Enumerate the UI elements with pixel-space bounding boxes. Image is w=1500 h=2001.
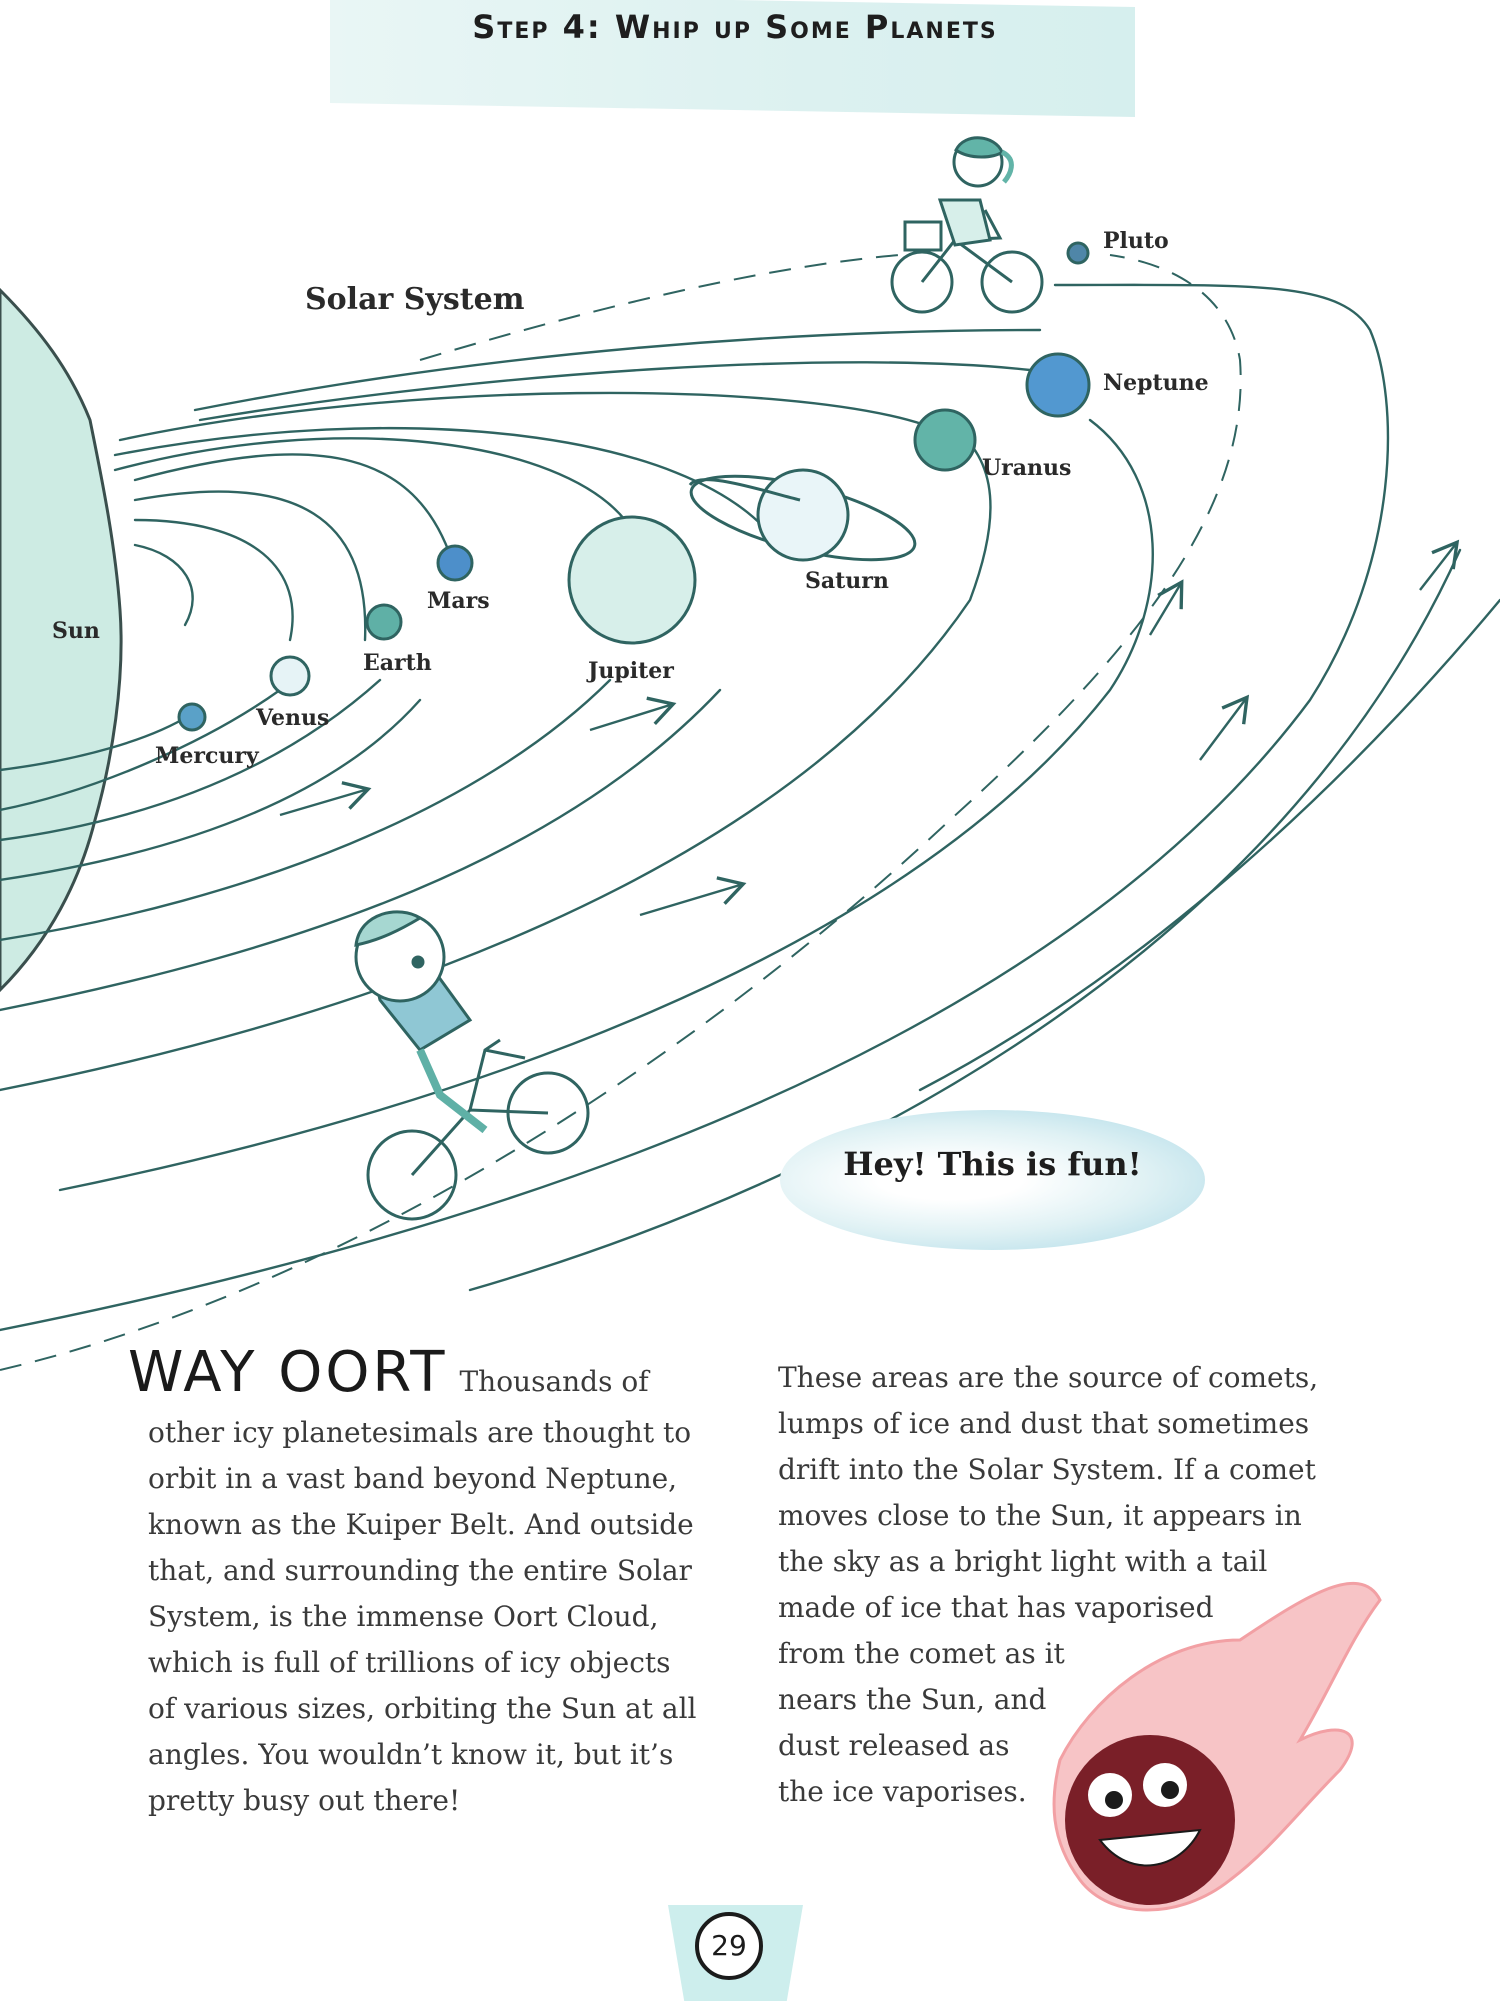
jupiter <box>569 517 695 643</box>
label-jupiter: Jupiter <box>588 658 674 684</box>
label-sun: Sun <box>52 618 100 644</box>
diagram-title: Solar System <box>305 282 525 317</box>
orbit-venus-back <box>135 520 293 640</box>
cyclist-girl-icon <box>892 138 1042 312</box>
orbit-arrow-icon <box>640 885 740 915</box>
page-number: 29 <box>695 1912 763 1980</box>
cyclist-boy-icon <box>356 912 588 1219</box>
speech-bubble-text: Hey! This is fun! <box>843 1145 1142 1183</box>
label-uranus: Uranus <box>982 455 1072 481</box>
orbit-mercury-back <box>135 545 193 625</box>
earth <box>367 605 401 639</box>
venus <box>271 657 309 695</box>
article-line: Thousands of <box>459 1365 649 1398</box>
orbit-earth-back <box>135 491 365 640</box>
orbit-arrow-icon <box>1420 545 1455 590</box>
orbit-far-2 <box>920 600 1500 1090</box>
label-neptune: Neptune <box>1103 370 1209 396</box>
pluto <box>1068 243 1088 263</box>
mars <box>438 546 472 580</box>
article-line: moves close to the Sun, it appears in <box>778 1499 1302 1532</box>
orbit-mars-back <box>135 454 455 570</box>
chapter-title: Step 4: Whip up Some Planets <box>472 8 998 46</box>
article-line: nears the Sun, and <box>778 1683 1047 1716</box>
orbit-neptune-back <box>200 362 1030 420</box>
article-line: dust released as <box>778 1729 1010 1762</box>
article-line: angles. You wouldn’t know it, but it’s <box>148 1738 674 1771</box>
article-line: that, and surrounding the entire Solar <box>148 1554 692 1587</box>
article-left-column <box>128 1340 708 1824</box>
article-line: from the comet as it <box>778 1637 1065 1670</box>
orbit-jupiter-back <box>115 438 625 520</box>
label-mars: Mars <box>427 588 490 614</box>
article-line: These areas are the source of comets, <box>778 1361 1319 1394</box>
orbit-uranus-back <box>120 393 925 440</box>
mercury <box>179 704 205 730</box>
article-line: pretty busy out there! <box>148 1784 461 1817</box>
article-right-column <box>778 1355 1338 1815</box>
article-line: of various sizes, orbiting the Sun at all <box>148 1692 697 1725</box>
article-line: orbit in a vast band beyond Neptune, <box>148 1462 678 1495</box>
article-line: which is full of trillions of icy objects <box>148 1646 671 1679</box>
article-line: drift into the Solar System. If a comet <box>778 1453 1316 1486</box>
article-line: the sky as a bright light with a tail <box>778 1545 1268 1578</box>
neptune <box>1027 354 1089 416</box>
article-line: made of ice that has vaporised <box>778 1591 1214 1624</box>
article-line: System, is the immense Oort Cloud, <box>148 1600 659 1633</box>
label-earth: Earth <box>363 650 432 676</box>
label-pluto: Pluto <box>1103 228 1169 254</box>
article-line: known as the Kuiper Belt. And outside <box>148 1508 694 1541</box>
orbit-arrow-icon <box>1150 585 1180 635</box>
article-line: other icy planetesimals are thought to <box>148 1416 692 1449</box>
article-kicker: WAY OORT <box>128 1340 448 1405</box>
label-saturn: Saturn <box>805 568 889 594</box>
orbit-arrow-icon <box>590 705 670 730</box>
uranus <box>915 410 975 470</box>
article-line: the ice vaporises. <box>778 1775 1027 1808</box>
article-line: lumps of ice and dust that sometimes <box>778 1407 1310 1440</box>
label-mercury: Mercury <box>155 743 259 769</box>
orbit-arrow-icon <box>1200 700 1245 760</box>
orbit-outer-back <box>195 330 1040 410</box>
label-venus: Venus <box>256 705 330 731</box>
saturn <box>684 459 923 577</box>
first-line <box>128 1340 708 1410</box>
